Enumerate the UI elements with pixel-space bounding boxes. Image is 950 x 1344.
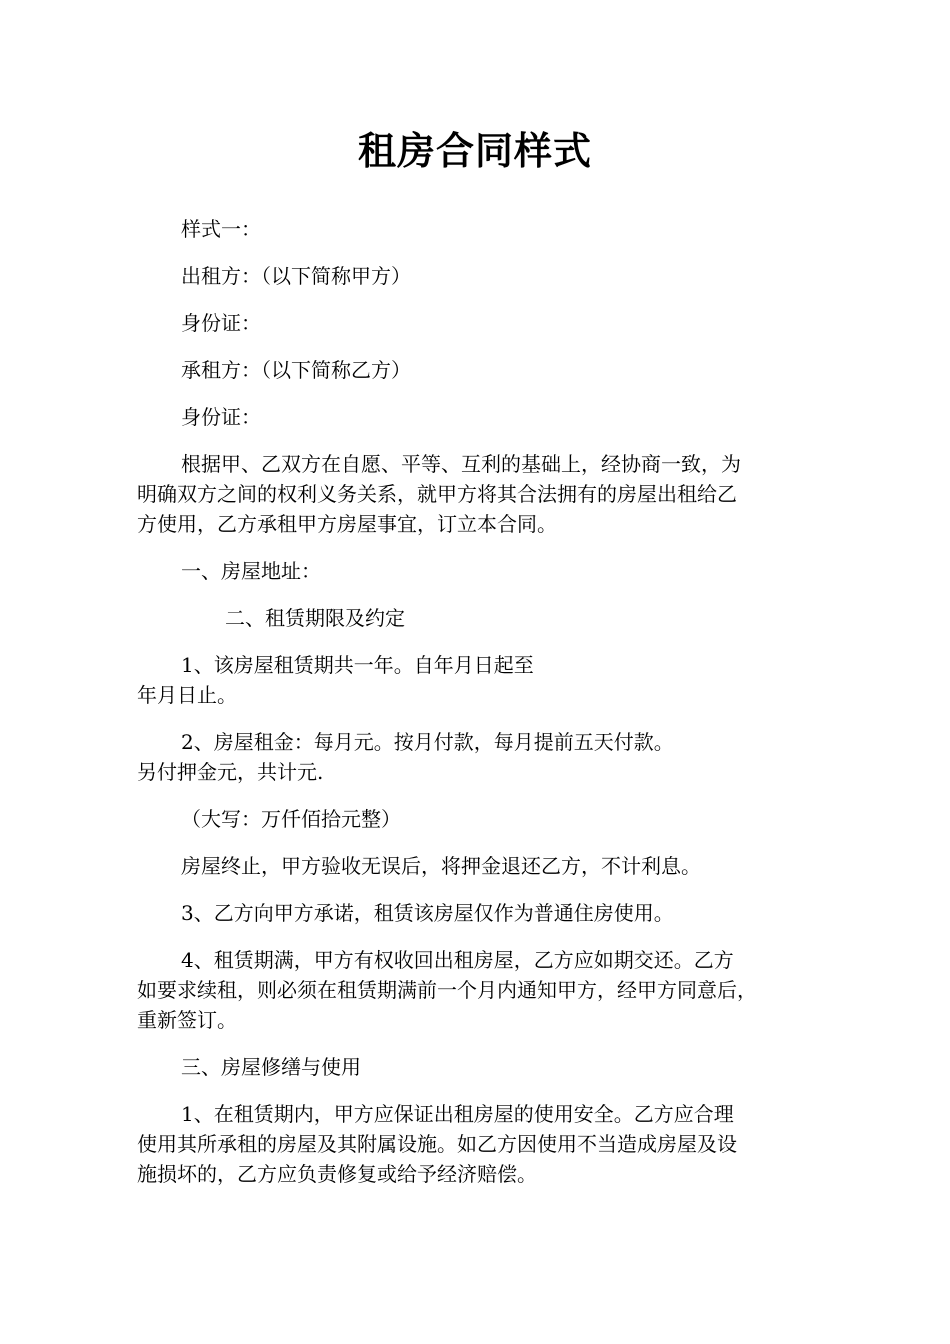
clause-amount-in-words bbox=[137, 804, 817, 834]
section-heading-term bbox=[137, 603, 817, 633]
text-line: 房屋终止，甲方验收无误后，将押金退还乙方，不计利息。 bbox=[181, 854, 701, 878]
text-line: 样式一： bbox=[181, 217, 261, 241]
text-line: 1、在租赁期内，甲方应保证出租房屋的使用安全。乙方应合理 bbox=[181, 1102, 734, 1126]
text-line: （大写：万仟佰拾元整） bbox=[181, 807, 401, 831]
text-line: 年月日止。 bbox=[137, 683, 237, 707]
paragraph-lessor-id bbox=[137, 308, 817, 338]
text-line: 出租方：（以下简称甲方） bbox=[181, 264, 411, 288]
text-line: 4、租赁期满，甲方有权收回出租房屋，乙方应如期交还。乙方 bbox=[181, 948, 734, 972]
text-line: 二、租赁期限及约定 bbox=[225, 606, 405, 630]
text-line: 2、房屋租金：每月元。按月付款，每月提前五天付款。 bbox=[181, 730, 674, 754]
clause-safety-repair bbox=[137, 1099, 817, 1189]
text-line: 1、该房屋租赁期共一年。自年月日起至 bbox=[181, 653, 534, 677]
clause-term-period bbox=[137, 650, 817, 710]
text-line: 方使用，乙方承租甲方房屋事宜，订立本合同。 bbox=[137, 512, 557, 536]
clause-lease-expiry bbox=[137, 945, 817, 1035]
text-line: 身份证： bbox=[181, 311, 261, 335]
section-heading-repair bbox=[137, 1052, 817, 1082]
clause-residential-use bbox=[137, 898, 817, 928]
document-body bbox=[137, 214, 817, 1206]
paragraph-lessee-id bbox=[137, 402, 817, 432]
text-line: 另付押金元，共计元. bbox=[137, 760, 324, 784]
text-line: 使用其所承租的房屋及其附属设施。如乙方因使用不当造成房屋及设 bbox=[137, 1132, 737, 1156]
text-line: 如要求续租，则必须在租赁期满前一个月内通知甲方，经甲方同意后， bbox=[137, 978, 757, 1002]
text-line: 身份证： bbox=[181, 405, 261, 429]
text-line: 根据甲、乙双方在自愿、平等、互利的基础上，经协商一致，为 bbox=[181, 452, 741, 476]
text-line: 一、房屋地址： bbox=[181, 559, 321, 583]
paragraph-style-one bbox=[137, 214, 817, 244]
text-line: 明确双方之间的权利义务关系，就甲方将其合法拥有的房屋出租给乙 bbox=[137, 482, 737, 506]
text-line: 3、乙方向甲方承诺，租赁该房屋仅作为普通住房使用。 bbox=[181, 901, 674, 925]
clause-deposit-refund bbox=[137, 851, 817, 881]
paragraph-lessee bbox=[137, 355, 817, 385]
clause-rent bbox=[137, 727, 817, 787]
text-line: 承租方：（以下简称乙方） bbox=[181, 358, 411, 382]
paragraph-preamble bbox=[137, 449, 817, 539]
paragraph-lessor bbox=[137, 261, 817, 291]
text-line: 三、房屋修缮与使用 bbox=[181, 1055, 361, 1079]
text-line: 施损坏的，乙方应负责修复或给予经济赔偿。 bbox=[137, 1162, 537, 1186]
document-title: 租房合同样式 bbox=[357, 129, 592, 173]
text-line: 重新签订。 bbox=[137, 1008, 237, 1032]
section-heading-address bbox=[137, 556, 817, 586]
